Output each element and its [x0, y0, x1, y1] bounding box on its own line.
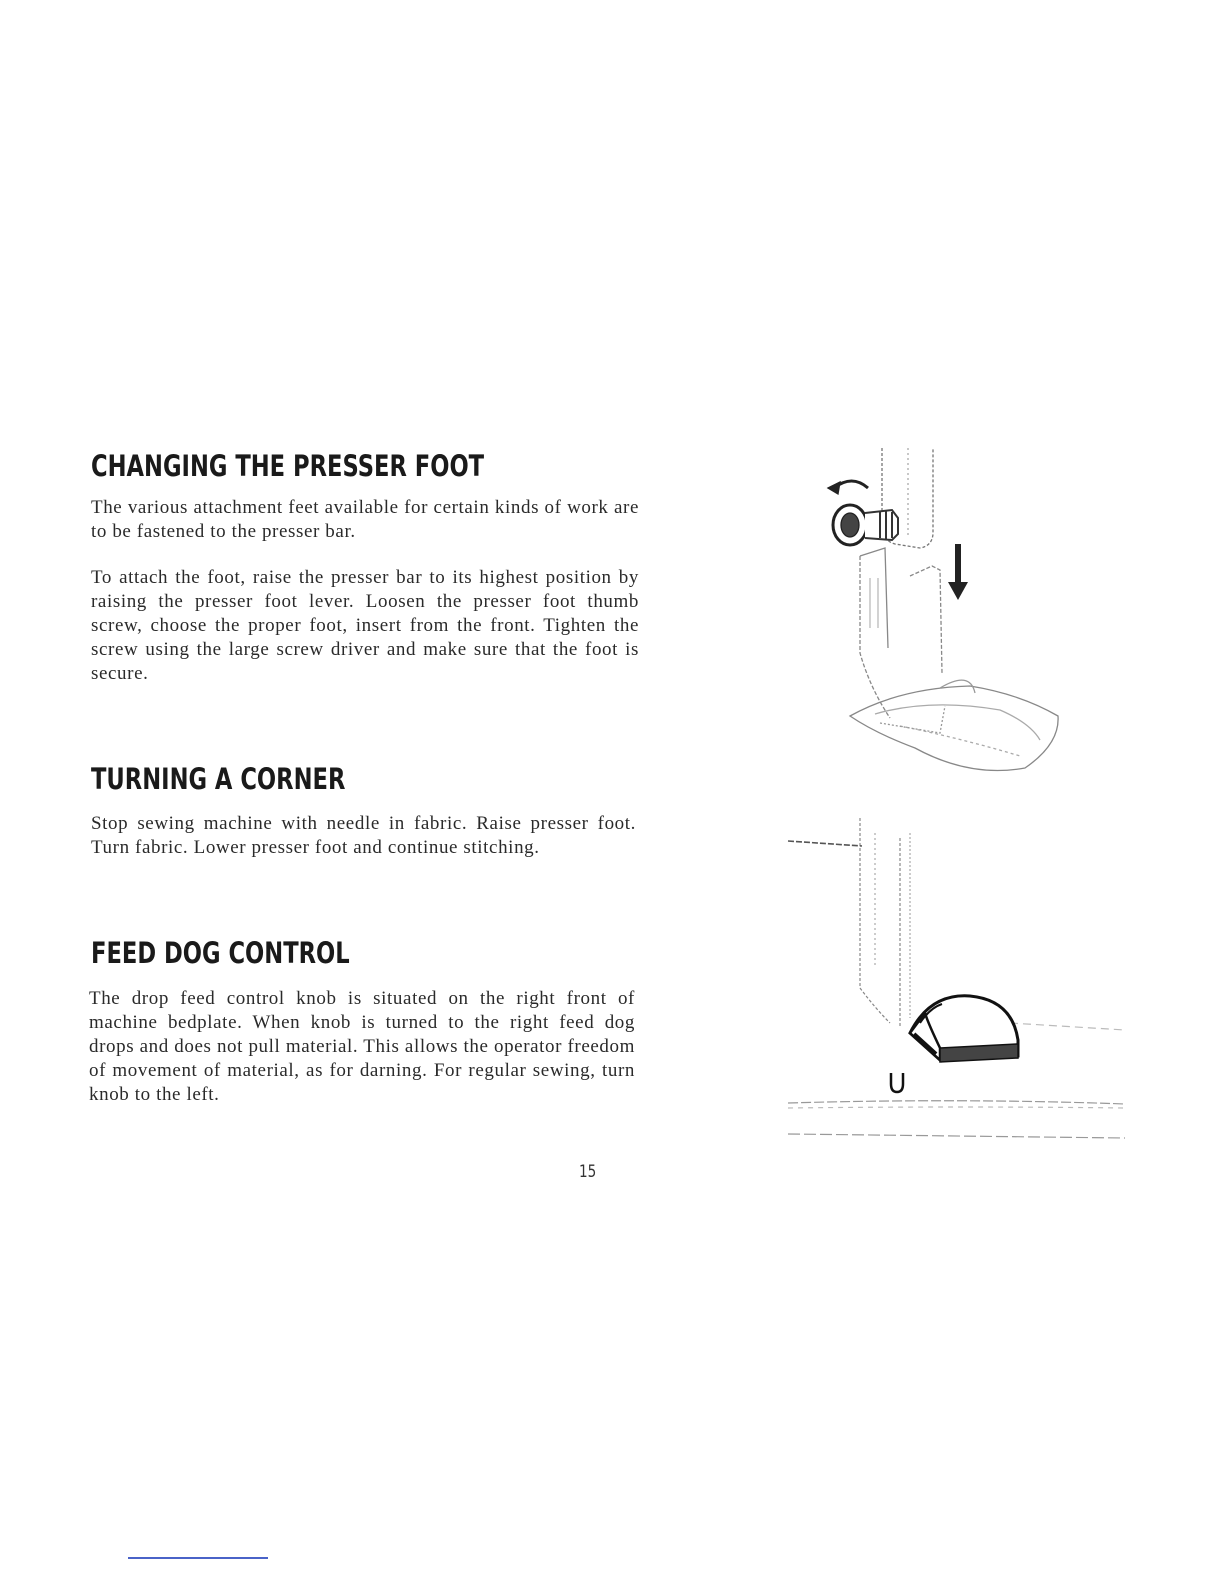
section-heading-presser-foot: CHANGING THE PRESSER FOOT — [91, 449, 485, 483]
presser-foot-illustration-icon — [820, 448, 1070, 790]
turning-corner-instructions: Stop sewing machine with needle in fabric. Raise presser foot. Turn fabric. Lower presser foot and continue stitching. — [91, 813, 636, 858]
drop-feed-knob-illustration-icon — [780, 808, 1130, 1154]
section-heading-turning-corner: TURNING A CORNER — [91, 762, 346, 796]
footer-rule — [128, 1557, 268, 1559]
presser-foot-intro: The various attachment feet available for certain kinds of work are to be fastened to the presser bar. — [91, 497, 639, 542]
presser-foot-instructions: To attach the foot, raise the presser bar to its highest position by raising the presser foot lever. Loosen the presser foot thumb screw, choose the proper foot, insert from the front. Tighten the screw using the large screw driver and make sure that the foot is secure. — [91, 567, 639, 684]
feed-dog-instructions: The drop feed control knob is situated on the right front of machine bedplate. When knob is turned to the right feed dog drops and does not pull material. This allows the operator freedom of movement of material, as for darning. For regular sewing, turn knob to the left. — [89, 988, 635, 1105]
page-number: 15 — [579, 1162, 597, 1182]
section-heading-feed-dog: FEED DOG CONTROL — [91, 936, 350, 970]
